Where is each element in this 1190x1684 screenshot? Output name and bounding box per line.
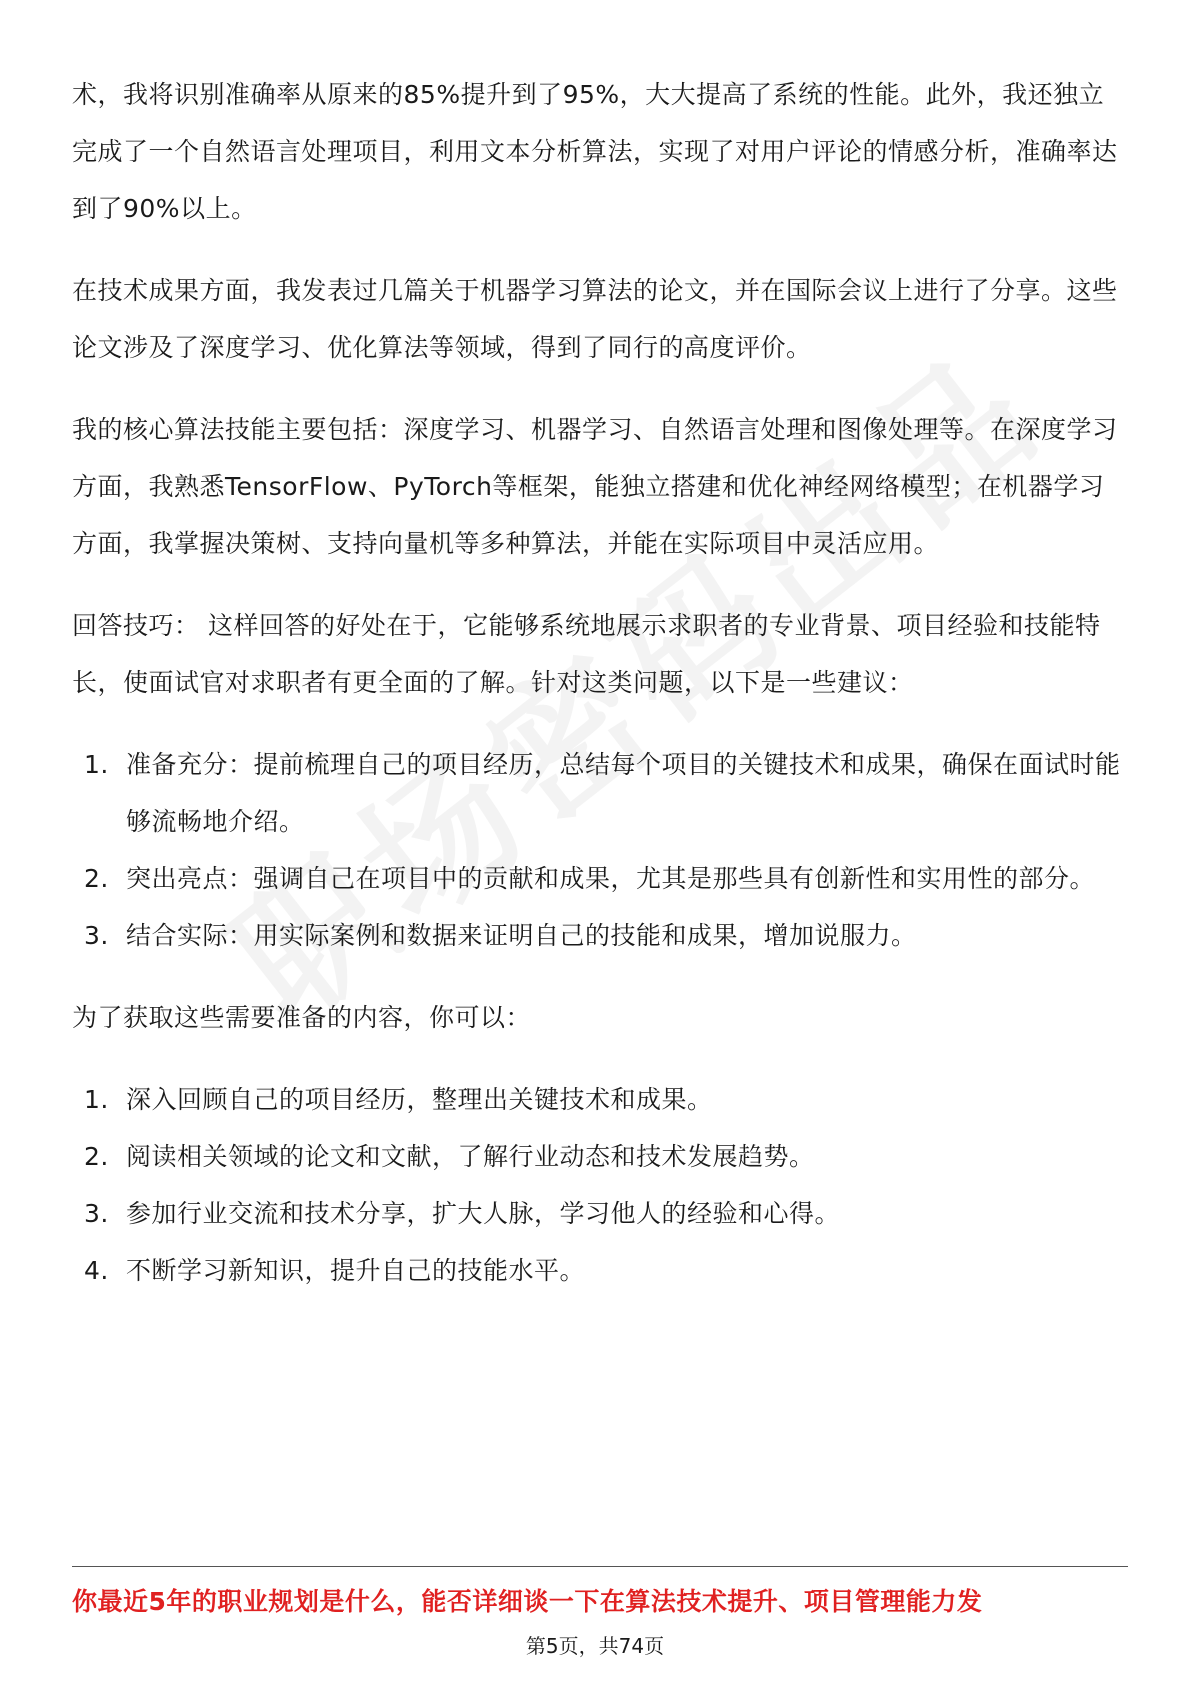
list-item: 4. 不断学习新知识，提升自己的技能水平。 — [84, 1256, 586, 1285]
next-question-heading: 你最近5年的职业规划是什么，能否详细谈一下在算法技术提升、项目管理能力发 — [72, 1587, 983, 1616]
paragraph-core-skills: 我的核心算法技能主要包括：深度学习、机器学习、自然语言处理和图像处理等。在深度学习方面，我熟悉TensorFlow、PyTorch等框架，能独立搭建和优化神经网络模型；在机器学习方面，我掌握决策树、支持向量机等多种算法，并能在实际项目中灵活应用。 — [72, 415, 1118, 558]
paragraph-project-results: 术，我将识别准确率从原来的85%提升到了95%，大大提高了系统的性能。此外，我还独立完成了一个自然语言处理项目，利用文本分析算法，实现了对用户评论的情感分析，准确率达到了90%以上。 — [72, 80, 1118, 223]
document-body — [72, 66, 1128, 1324]
list-item: 3. 结合实际：用实际案例和数据来证明自己的技能和成果，增加说服力。 — [84, 921, 917, 950]
footer-divider — [72, 1566, 1128, 1567]
paragraph-tech-achievements: 在技术成果方面，我发表过几篇关于机器学习算法的论文，并在国际会议上进行了分享。这些论文涉及了深度学习、优化算法等领域，得到了同行的高度评价。 — [72, 276, 1118, 362]
page-number: 第5页，共74页 — [525, 1634, 665, 1658]
prep-list — [72, 1071, 1128, 1299]
list-item: 3. 参加行业交流和技术分享，扩大人脉，学习他人的经验和心得。 — [84, 1199, 841, 1228]
paragraph-answer-tips: 回答技巧： 这样回答的好处在于，它能够系统地展示求职者的专业背景、项目经验和技能特长，使面试官对求职者有更全面的了解。针对这类问题，以下是一些建议： — [72, 611, 1101, 697]
tips-list — [72, 736, 1128, 964]
list-item: 2. 突出亮点：强调自己在项目中的贡献和成果，尤其是那些具有创新性和实用性的部分。 — [84, 864, 1096, 893]
paragraph-prep-intro: 为了获取这些需要准备的内容，你可以： — [72, 1003, 532, 1032]
list-item: 1. 深入回顾自己的项目经历，整理出关键技术和成果。 — [84, 1085, 713, 1114]
list-item: 2. 阅读相关领域的论文和文献，了解行业动态和技术发展趋势。 — [84, 1142, 815, 1171]
list-item: 1. 准备充分：提前梳理自己的项目经历，总结每个项目的关键技术和成果，确保在面试时能够流畅地介绍。 — [84, 750, 1121, 836]
